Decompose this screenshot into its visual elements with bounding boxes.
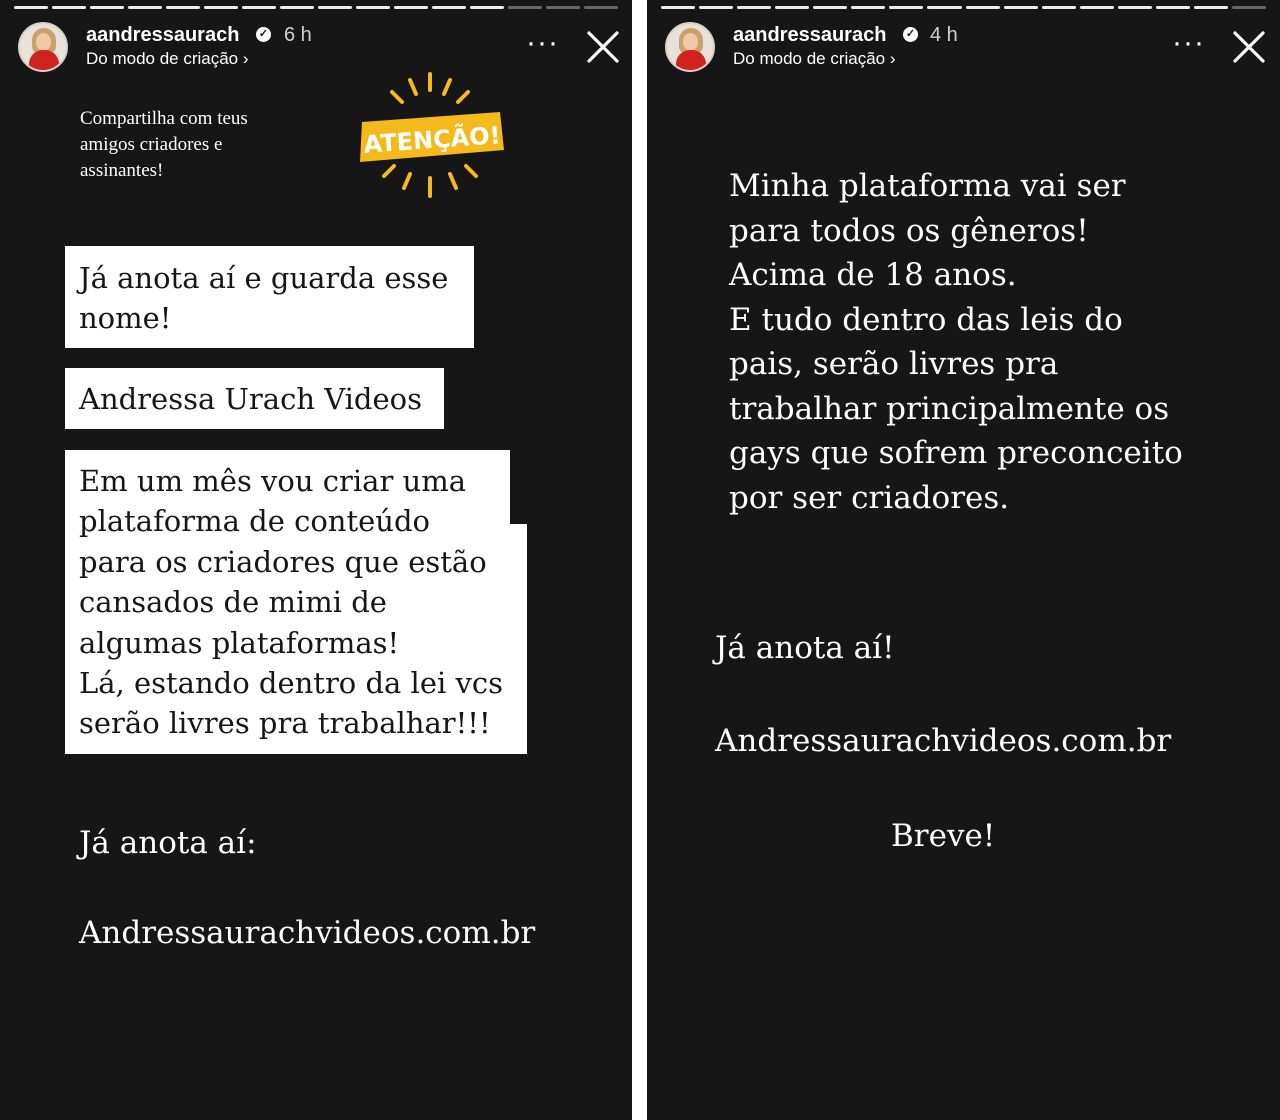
story-text-line: por ser criadores. [729, 480, 1010, 516]
progress-segment [661, 6, 695, 9]
progress-segment [166, 6, 200, 9]
username[interactable]: aandressaurach [86, 24, 240, 46]
progress-segment [1156, 6, 1190, 9]
progress-segment [1194, 6, 1228, 9]
progress-segment [356, 6, 390, 9]
creation-mode-link[interactable]: Do modo de criação › [86, 49, 249, 68]
progress-segment [508, 6, 542, 9]
share-note-line: Compartilha com teus [80, 108, 248, 129]
box-line: nome! [79, 301, 172, 335]
story-panel-left[interactable] [0, 0, 632, 1120]
more-options-icon[interactable]: ··· [526, 26, 559, 59]
progress-segment [280, 6, 314, 9]
progress-segment [927, 6, 961, 9]
share-note-line: amigos criadores e [80, 134, 223, 155]
avatar[interactable] [665, 22, 715, 72]
verified-badge-icon: ✓ [903, 27, 918, 42]
progress-segment [889, 6, 923, 9]
progress-segment [1004, 6, 1038, 9]
story-text-line: Minha plataforma vai ser [729, 168, 1126, 204]
story-time: 6 h [284, 24, 312, 46]
progress-segment [1080, 6, 1114, 9]
progress-segment [546, 6, 580, 9]
story-progress-bar [14, 6, 618, 10]
progress-segment [14, 6, 48, 9]
verified-badge-icon: ✓ [256, 27, 271, 42]
anota-text: Já anota aí: [79, 825, 257, 861]
progress-segment [775, 6, 809, 9]
progress-segment [584, 6, 618, 9]
story-text-line: pais, serão livres pra [729, 346, 1059, 382]
close-icon[interactable] [585, 29, 621, 65]
box-line: algumas plataformas! [79, 626, 400, 660]
progress-segment [432, 6, 466, 9]
progress-segment [52, 6, 86, 9]
box-line: Lá, estando dentro da lei vcs [79, 666, 503, 700]
box-line: Já anota aí e guarda esse [79, 261, 449, 295]
url-text[interactable]: Andressaurachvideos.com.br [79, 915, 536, 951]
box-line: serão livres pra trabalhar!!! [79, 706, 491, 740]
anota-text: Já anota aí! [715, 630, 895, 666]
username[interactable]: aandressaurach [733, 24, 887, 46]
progress-segment [851, 6, 885, 9]
share-note [80, 106, 320, 184]
story-text-line: gays que sofrem preconceito [729, 435, 1183, 471]
progress-segment [1042, 6, 1076, 9]
progress-segment [699, 6, 733, 9]
story-text-line: E tudo dentro das leis do [729, 302, 1123, 338]
share-note-line: assinantes! [80, 160, 164, 181]
story-time: 4 h [930, 24, 958, 46]
progress-segment [242, 6, 276, 9]
story-text-line: trabalhar principalmente os [729, 391, 1170, 427]
attention-sticker[interactable] [352, 70, 508, 200]
sticker-text: ATENÇÃO! [362, 121, 502, 159]
box-line: Andressa Urach Videos [79, 382, 422, 416]
creation-mode-link[interactable]: Do modo de criação › [733, 49, 896, 68]
avatar[interactable] [18, 22, 68, 72]
story-text-line: para todos os gêneros! [729, 213, 1089, 249]
progress-segment [470, 6, 504, 9]
close-icon[interactable] [1231, 29, 1267, 65]
box-line: cansados de mimi de [79, 585, 387, 619]
box-line: Em um mês vou criar uma [79, 464, 466, 498]
more-options-icon[interactable]: ··· [1172, 26, 1205, 59]
progress-segment [204, 6, 238, 9]
breve-text: Breve! [891, 818, 996, 854]
box-line: plataforma de conteúdo [79, 504, 430, 538]
progress-segment [966, 6, 1000, 9]
progress-segment [90, 6, 124, 9]
story-panel-right[interactable] [647, 0, 1280, 1120]
progress-segment [1232, 6, 1266, 9]
progress-segment [128, 6, 162, 9]
story-text-line: Acima de 18 anos. [729, 257, 1017, 293]
progress-segment [737, 6, 771, 9]
progress-segment [813, 6, 847, 9]
url-text[interactable]: Andressaurachvideos.com.br [715, 723, 1172, 759]
progress-segment [318, 6, 352, 9]
progress-segment [394, 6, 428, 9]
progress-segment [1118, 6, 1152, 9]
box-line: para os criadores que estão [79, 545, 487, 579]
story-progress-bar [661, 6, 1266, 10]
